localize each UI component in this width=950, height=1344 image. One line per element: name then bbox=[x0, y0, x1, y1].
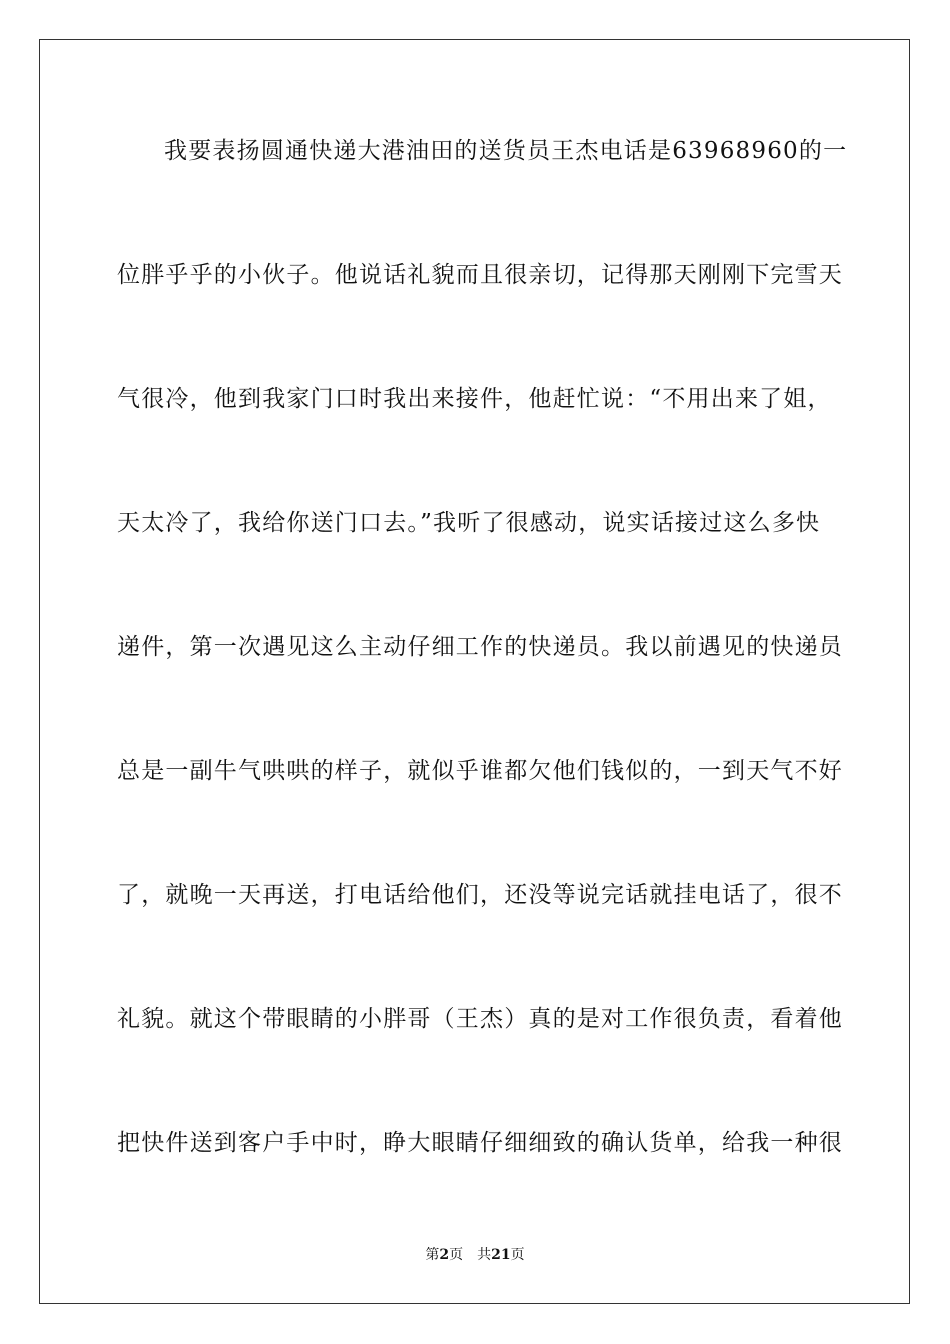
paragraph-line-1: 我要表扬圆通快递大港油田的送货员王杰电话是63968960的一 bbox=[164, 138, 848, 164]
total-prefix: 共 bbox=[477, 1247, 492, 1263]
paragraph-line-3: 气很冷，他到我家门口时我出来接件，他赶忙说：“不用出来了姐， bbox=[117, 386, 832, 412]
paragraph-line-8: 礼貌。就这个带眼睛的小胖哥（王杰）真的是对工作很负责，看着他 bbox=[117, 1006, 843, 1032]
paragraph-line-4: 天太冷了，我给你送门口去。”我听了很感动，说实话接过这么多快 bbox=[117, 510, 821, 536]
page-suffix: 页 bbox=[449, 1247, 464, 1263]
paragraph-line-7: 了，就晚一天再送，打电话给他们，还没等说完话就挂电话了，很不 bbox=[117, 882, 843, 908]
page-number: 2 bbox=[439, 1247, 450, 1263]
paragraph-line-6: 总是一副牛气哄哄的样子，就似乎谁都欠他们钱似的，一到天气不好 bbox=[117, 758, 843, 784]
total-suffix: 页 bbox=[510, 1247, 525, 1263]
page-prefix: 第 bbox=[425, 1247, 440, 1263]
total-pages: 21 bbox=[491, 1247, 511, 1263]
paragraph-line-9: 把快件送到客户手中时，睁大眼睛仔细细致的确认货单，给我一种很 bbox=[117, 1130, 843, 1156]
paragraph-line-2: 位胖乎乎的小伙子。他说话礼貌而且很亲切，记得那天刚刚下完雪天 bbox=[117, 262, 843, 288]
page-footer bbox=[0, 1244, 950, 1264]
paragraph-line-5: 递件，第一次遇见这么主动仔细工作的快递员。我以前遇见的快递员 bbox=[117, 634, 843, 660]
page-frame bbox=[39, 39, 910, 1304]
